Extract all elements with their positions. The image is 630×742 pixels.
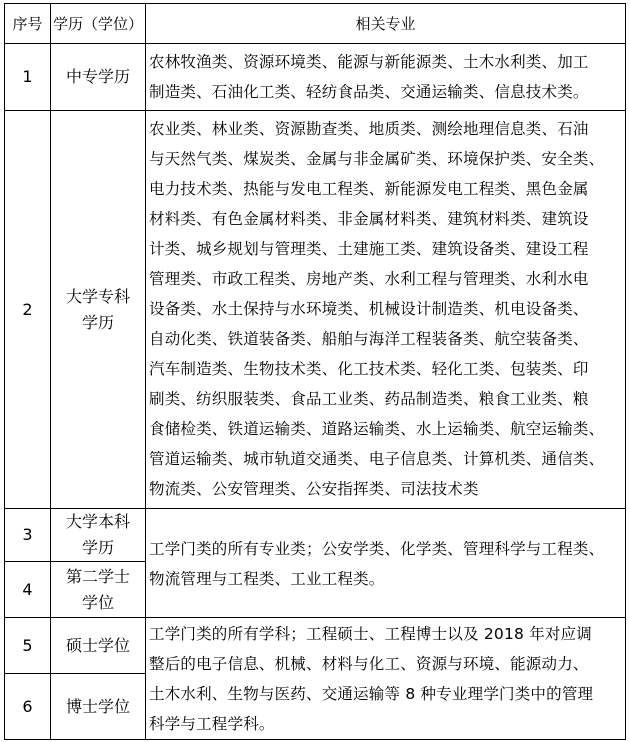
row3-seq: 3 bbox=[22, 525, 33, 544]
header-majors: 相关专业 bbox=[355, 15, 416, 33]
rows5-6-majors-line: 整后的电子信息、机械、材料与化工、资源与环境、能源动力、 bbox=[149, 655, 589, 673]
row6-seq: 6 bbox=[22, 696, 33, 716]
row3-degree bbox=[51, 509, 145, 561]
row2-degree-line2: 学历 bbox=[81, 312, 114, 332]
row2-majors-line: 汽车制造类、生物技术类、化工技术类、轻化工类、包装类、印 bbox=[149, 360, 589, 378]
row2-majors-line: 电力技术类、热能与发电工程类、新能源发电工程类、黑色金属 bbox=[149, 180, 589, 198]
row2-majors-line: 计类、城乡规划与管理类、土建施工类、建筑设备类、建设工程 bbox=[149, 240, 589, 258]
row2-majors-line: 自动化类、铁道装备类、船舶与海洋工程装备类、航空装备类、 bbox=[149, 330, 589, 348]
row2-majors-line: 管道运输类、城市轨道交通类、电子信息类、计算机类、通信类、 bbox=[149, 450, 605, 468]
table-border-right bbox=[625, 3, 626, 740]
rows5-6-majors bbox=[149, 619, 593, 739]
row5-seq: 5 bbox=[22, 635, 33, 655]
row3-degree-line2: 学历 bbox=[81, 538, 114, 557]
rows3-4-majors bbox=[149, 534, 604, 594]
row2-majors bbox=[149, 114, 604, 504]
row4-seq: 4 bbox=[22, 579, 33, 599]
row2-majors-line: 与天然气类、煤炭类、金属与非金属矿类、环境保护类、安全类、 bbox=[149, 150, 605, 168]
row2-majors-line: 物流类、公安管理类、公安指挥类、司法技术类 bbox=[149, 480, 479, 498]
rows3-4-majors-line: 工学门类的所有专业类；公安学类、化学类、管理科学与工程类、 bbox=[149, 540, 605, 558]
row2-majors-line: 刷类、纺织服装类、食品工业类、药品制造类、粮食工业类、粮 bbox=[149, 390, 589, 408]
row4-degree bbox=[51, 562, 145, 617]
row2-majors-line: 材料类、有色金属材料类、非金属材料类、建筑材料类、建筑设 bbox=[149, 210, 589, 228]
row2-majors-line: 管理类、市政工程类、房地产类、水利工程与管理类、水利水电 bbox=[149, 270, 589, 288]
row2-majors-line: 设备类、水土保持与水环境类、机械设计制造类、机电设备类、 bbox=[149, 300, 589, 318]
row2-degree bbox=[51, 111, 145, 508]
row4-degree-line2: 学位 bbox=[81, 592, 114, 612]
col-divider-2 bbox=[145, 3, 146, 740]
header-degree: 学历（学位） bbox=[52, 15, 143, 33]
rows5-6-majors-line: 工学门类的所有学科；工程硕士、工程博士以及 2018 年对应调 bbox=[149, 625, 593, 643]
row1-majors bbox=[149, 47, 589, 107]
row2-seq: 2 bbox=[22, 299, 33, 319]
header-seq: 序号 bbox=[12, 15, 43, 33]
row5-degree bbox=[51, 618, 145, 673]
row1-majors-line: 制造类、石油化工类、轻纺食品类、交通运输类、信息技术类。 bbox=[149, 83, 589, 101]
row6-degree bbox=[51, 674, 145, 739]
table-border-bottom bbox=[4, 739, 626, 740]
row1-seq: 1 bbox=[22, 67, 33, 86]
row6-degree-line1: 博士学位 bbox=[65, 696, 130, 716]
row4-degree-line1: 第二学士 bbox=[65, 566, 130, 586]
row2-majors-line: 食储检类、铁道运输类、道路运输类、水上运输类、航空运输类、 bbox=[149, 420, 605, 438]
row1-degree bbox=[51, 44, 145, 110]
row1-majors-line: 农林牧渔类、资源环境类、能源与新能源类、土木水利类、加工 bbox=[149, 53, 589, 71]
rows5-6-majors-line: 土木水利、生物与医药、交通运输等 8 种专业理学门类中的管理 bbox=[149, 685, 594, 703]
row2-degree-line1: 大学专科 bbox=[65, 286, 130, 306]
rows3-4-majors-line: 物流管理与工程类、工业工程类。 bbox=[149, 570, 385, 588]
row2-majors-line: 农业类、林业类、资源勘查类、地质类、测绘地理信息类、石油 bbox=[149, 120, 589, 138]
row1-degree-line1: 中专学历 bbox=[65, 67, 130, 86]
rows5-6-majors-line: 科学与工程学科。 bbox=[149, 715, 275, 733]
row3-degree-line1: 大学本科 bbox=[65, 512, 130, 531]
row5-degree-line1: 硕士学位 bbox=[65, 635, 130, 655]
